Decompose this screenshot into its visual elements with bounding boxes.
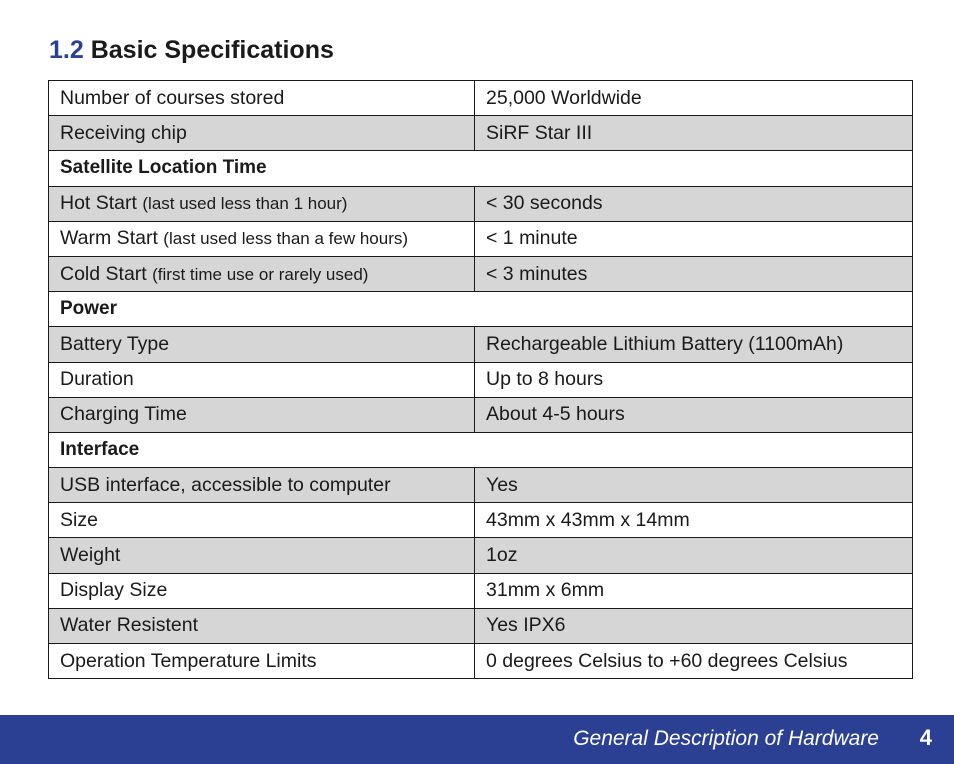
spec-label: Size xyxy=(49,503,475,538)
spec-value: 1oz xyxy=(475,538,913,573)
section-row-power xyxy=(49,292,913,327)
spec-value: Yes xyxy=(475,468,913,503)
table-row xyxy=(49,81,913,116)
table-row xyxy=(49,186,913,221)
spec-label: USB interface, accessible to computer xyxy=(49,468,475,503)
page-number: 4 xyxy=(919,725,932,750)
table-row xyxy=(49,256,913,291)
table-row xyxy=(49,608,913,643)
spec-label: Duration xyxy=(49,362,475,397)
spec-label: Warm Start xyxy=(60,227,158,250)
spec-label: Charging Time xyxy=(49,397,475,432)
table-row xyxy=(49,573,913,608)
section-title: Basic Specifications xyxy=(90,36,334,64)
footer-title: General Description of Hardware xyxy=(573,727,879,750)
spec-value: < 3 minutes xyxy=(475,256,913,291)
section-row-satellite xyxy=(49,151,913,186)
table-row xyxy=(49,644,913,679)
spec-label: Hot Start xyxy=(60,192,137,215)
spec-value: Rechargeable Lithium Battery (1100mAh) xyxy=(475,327,913,362)
spec-value: Up to 8 hours xyxy=(475,362,913,397)
table-row xyxy=(49,503,913,538)
spec-note: (last used less than a few hours) xyxy=(163,229,409,249)
table-row xyxy=(49,538,913,573)
section-row-interface xyxy=(49,432,913,467)
spec-label: Display Size xyxy=(49,573,475,608)
table-row xyxy=(49,327,913,362)
specifications-table xyxy=(48,80,913,679)
spec-label: Operation Temperature Limits xyxy=(49,644,475,679)
page-footer xyxy=(0,715,954,764)
spec-label-cell xyxy=(49,256,475,291)
table-row xyxy=(49,397,913,432)
section-heading xyxy=(49,34,334,66)
table-row xyxy=(49,221,913,256)
spec-label-cell xyxy=(49,186,475,221)
spec-note: (last used less than 1 hour) xyxy=(142,194,348,214)
spec-label: Water Resistent xyxy=(49,608,475,643)
spec-label: Battery Type xyxy=(49,327,475,362)
spec-value: Yes IPX6 xyxy=(475,608,913,643)
spec-value: < 1 minute xyxy=(475,221,913,256)
spec-note: (first time use or rarely used) xyxy=(152,264,369,284)
spec-value: About 4-5 hours xyxy=(475,397,913,432)
spec-value: 25,000 Worldwide xyxy=(475,81,913,116)
section-label: Interface xyxy=(49,432,913,467)
section-number: 1.2 xyxy=(49,36,84,64)
table-row xyxy=(49,116,913,151)
table-row xyxy=(49,468,913,503)
spec-value: 31mm x 6mm xyxy=(475,573,913,608)
spec-value: SiRF Star III xyxy=(475,116,913,151)
section-label: Power xyxy=(49,292,913,327)
spec-label: Weight xyxy=(49,538,475,573)
spec-value: < 30 seconds xyxy=(475,186,913,221)
section-label: Satellite Location Time xyxy=(49,151,913,186)
table-row xyxy=(49,362,913,397)
spec-label-cell xyxy=(49,221,475,256)
spec-value: 43mm x 43mm x 14mm xyxy=(475,503,913,538)
spec-label: Receiving chip xyxy=(49,116,475,151)
spec-label: Number of courses stored xyxy=(49,81,475,116)
spec-value: 0 degrees Celsius to +60 degrees Celsius xyxy=(475,644,913,679)
spec-label: Cold Start xyxy=(60,262,147,285)
